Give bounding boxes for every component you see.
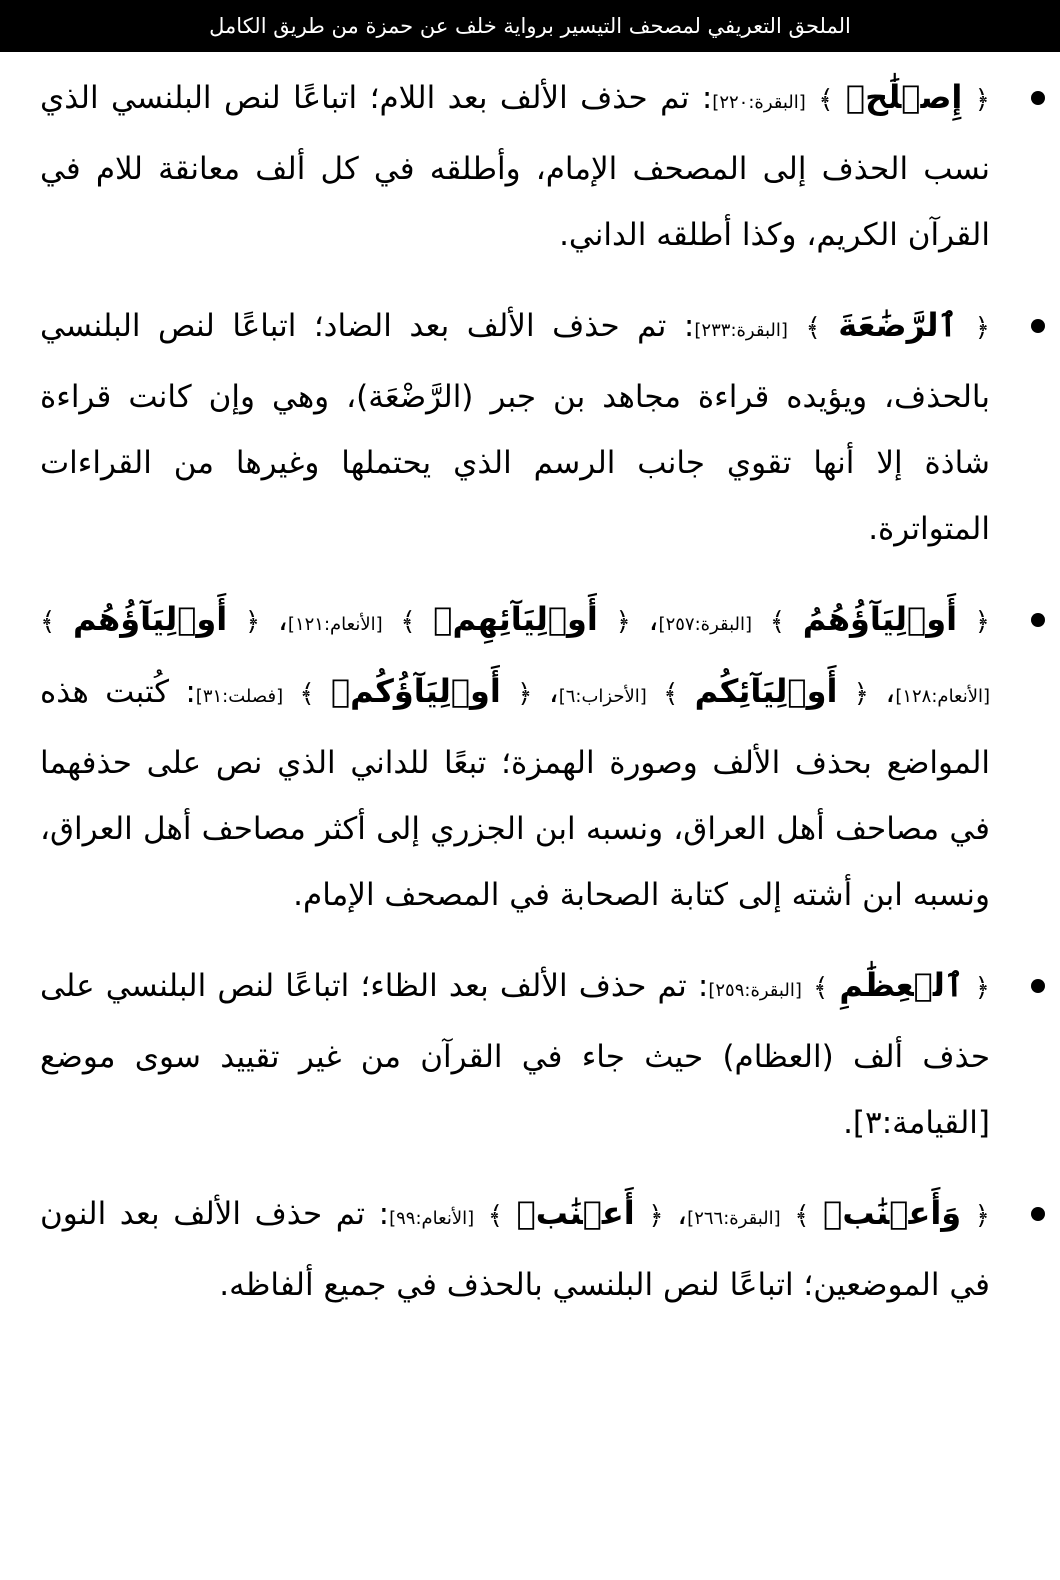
bullet-icon bbox=[1031, 613, 1045, 627]
ornament-close: ﴾ bbox=[769, 607, 786, 637]
ornament-open: ﴿ bbox=[648, 1201, 664, 1231]
page-header bbox=[0, 0, 1060, 52]
ornament-close: ﴾ bbox=[40, 607, 56, 637]
verse-reference: [الأنعام:١٢١] bbox=[287, 614, 383, 635]
verse-reference: [البقرة:٢٦٦] bbox=[687, 1208, 781, 1229]
ornament-open: ﴿ bbox=[244, 607, 261, 637]
quran-word: ٱلرَّضَٰعَةَ bbox=[838, 306, 958, 344]
verse-reference: [الأنعام:٩٩] bbox=[389, 1208, 475, 1229]
quran-word: أَوۡلِيَآئِهِمۡ bbox=[433, 600, 598, 638]
bullet-icon bbox=[1031, 91, 1045, 105]
entry-awliyaa: ﴿ أَوۡلِيَآؤُهُمُ ﴾ [البقرة:٢٥٧]، ﴿ أَوۡلِيَآئِهِمۡ ﴾ [الأنعام:١٢١]، ﴿ أَوۡلِيَآؤُهُم ﴾ [الأنعام:١٢٨]، ﴿ أَوۡلِيَآئِكُم ﴾ [الأحزاب:٦]، ﴿ أَوۡلِيَآؤُكُمۡ ﴾ [فصلت:٣١]: كُتبت هذه المواضع بحذف الألف وصورة الهمزة؛ تبعًا للداني الذي نص على حذفهما في مصاحف أهل العراق، ونسبه ابن الجزري إلى أكثر مصاحف أهل العراق، ونسبه ابن أشته إلى كتابة الصحابة في المصحف الإمام. bbox=[40, 586, 990, 928]
verse-reference: [البقرة:٢٥٧] bbox=[658, 614, 753, 635]
ornament-close: ﴾ bbox=[805, 313, 821, 343]
ornament-close: ﴾ bbox=[299, 679, 315, 709]
entry-text: : تم حذف الألف بعد الظاء؛ اتباعًا لنص البلنسي على حذف ألف (العظام) حيث جاء في القرآن من غير تقييد سوى موضع [القيامة:٣]. bbox=[40, 968, 990, 1141]
ornament-open: ﴿ bbox=[974, 607, 990, 637]
verse-reference: [الأحزاب:٦] bbox=[558, 686, 647, 707]
entry-text: : تم حذف الألف بعد اللام؛ اتباعًا لنص البلنسي الذي نسب الحذف إلى المصحف الإمام، وأطلقه في كل ألف معانقة للام في القرآن الكريم، وكذا أطلقه الداني. bbox=[40, 80, 990, 253]
quran-word: أَوۡلِيَآئِكُم bbox=[694, 672, 838, 710]
quran-word: أَوۡلِيَآؤُكُمۡ bbox=[330, 672, 501, 710]
ornament-open: ﴿ bbox=[853, 679, 870, 709]
ornament-open: ﴿ bbox=[517, 679, 533, 709]
verse-reference: [البقرة:٢٥٩] bbox=[708, 980, 802, 1001]
bullet-icon bbox=[1031, 979, 1045, 993]
ornament-open: ﴿ bbox=[974, 313, 990, 343]
entry-radaa bbox=[40, 292, 990, 562]
entry-text: : تم حذف الألف بعد النون في الموضعين؛ اتباعًا لنص البلنسي بالحذف في جميع ألفاظه. bbox=[40, 1196, 990, 1303]
quran-word: وَأَعۡنَٰبٖ bbox=[823, 1194, 962, 1232]
quran-word: ٱلۡعِظَٰمِ bbox=[839, 966, 964, 1004]
page-content bbox=[40, 64, 990, 1318]
ornament-open: ﴿ bbox=[974, 1201, 991, 1231]
ornament-open: ﴿ bbox=[615, 607, 631, 637]
verse-reference: [فصلت:٣١] bbox=[195, 686, 284, 707]
entry-text: : تم حذف الألف بعد الضاد؛ اتباعًا لنص البلنسي بالحذف، ويؤيده قراءة مجاهد بن جبر (الرَّضْعَة)، وهي وإن كانت قراءة شاذة إلا أنها تقوي جانب الرسم الذي يحتملها وغيرها من القراءات المتواترة. bbox=[40, 308, 990, 547]
quran-word: إِصۡلَٰحٞ bbox=[845, 78, 963, 116]
entry-text: : كُتبت هذه المواضع بحذف الألف وصورة الهمزة؛ تبعًا للداني الذي نص على حذفهما في مصاحف أهل العراق، ونسبه ابن الجزري إلى أكثر مصاحف أهل العراق، ونسبه ابن أشته إلى كتابة الصحابة في المصحف الإمام. bbox=[40, 674, 990, 913]
ornament-open: ﴿ bbox=[974, 973, 990, 1003]
entry-izam bbox=[40, 952, 990, 1156]
verse-reference: [البقرة:٢٣٣] bbox=[694, 320, 788, 341]
bullet-icon bbox=[1031, 1207, 1045, 1221]
entry-islah bbox=[40, 64, 990, 268]
ornament-close: ﴾ bbox=[794, 1201, 810, 1231]
ornament-close: ﴾ bbox=[487, 1201, 503, 1231]
quran-word: أَوۡلِيَآؤُهُم bbox=[72, 600, 228, 638]
ornament-close: ﴾ bbox=[400, 607, 416, 637]
ornament-close: ﴾ bbox=[818, 85, 834, 115]
header-title: الملحق التعريفي لمصحف التيسير برواية خلف عن حمزة من طريق الكامل bbox=[209, 14, 851, 38]
ornament-open: ﴿ bbox=[974, 85, 991, 115]
quran-word: أَعۡنَٰبٖ bbox=[516, 1194, 635, 1232]
verse-reference: [البقرة:٢٢٠] bbox=[712, 92, 806, 113]
ornament-close: ﴾ bbox=[812, 973, 829, 1003]
quran-word: أَوۡلِيَآؤُهُمُ bbox=[802, 600, 958, 638]
entry-aanab: ﴿ وَأَعۡنَٰبٖ ﴾ [البقرة:٢٦٦]، ﴿ أَعۡنَٰبٖ ﴾ [الأنعام:٩٩]: تم حذف الألف بعد النون في الموضعين؛ اتباعًا لنص البلنسي بالحذف في جميع ألفاظه. bbox=[40, 1180, 990, 1318]
verse-reference: [الأنعام:١٢٨] bbox=[895, 686, 991, 707]
ornament-close: ﴾ bbox=[663, 679, 679, 709]
bullet-icon bbox=[1031, 319, 1045, 333]
